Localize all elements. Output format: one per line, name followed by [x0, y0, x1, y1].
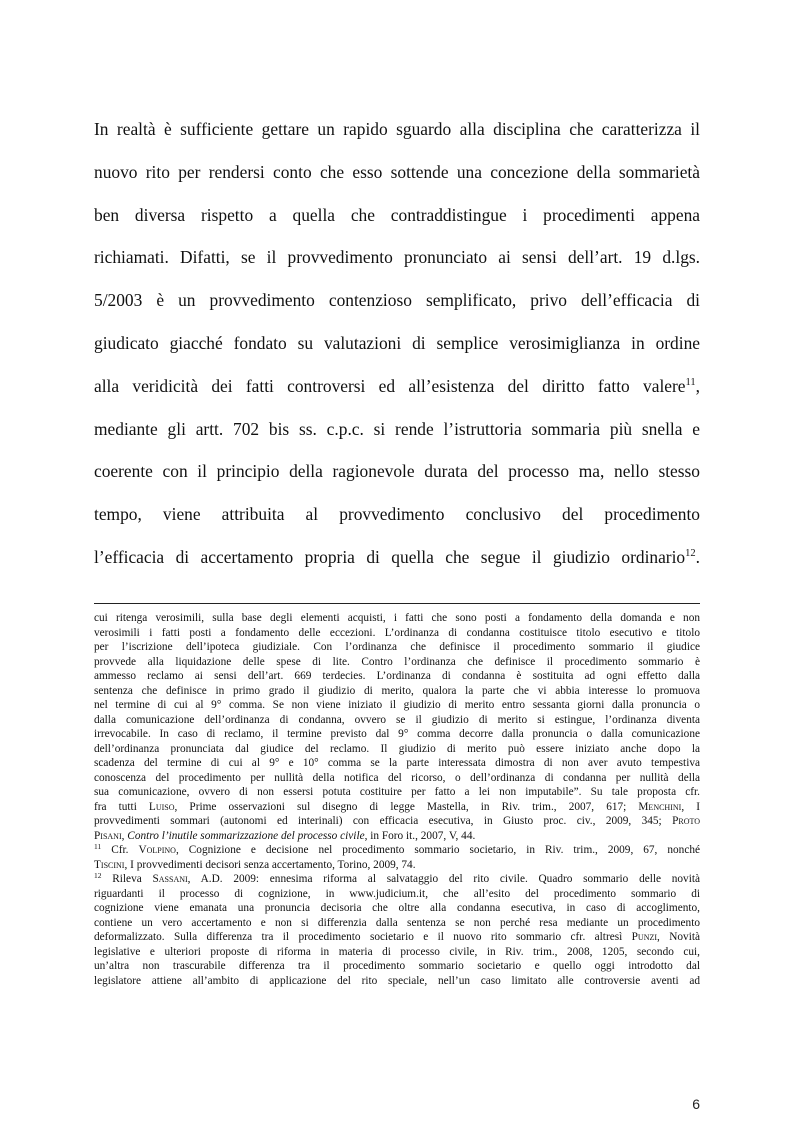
main-text [94, 108, 700, 579]
body-line: richiamati. Difatti, se il provvedimento pronunciato ai sensi dell’art. 19 d.lgs. [94, 247, 700, 268]
footnote-line: un’altra non trascurabile differenza tra il procedimento sommario societario e quello oggi introdotto dal [94, 960, 700, 972]
footnote-line: verosimili i fatti posti a fondamento delle eccezioni. L’ordinanza di condanna costituisce titolo esecutivo e titolo [94, 626, 700, 639]
body-line-text: alla veridicità dei fatti controversi ed all’esistenza del diritto fatto valere [94, 375, 686, 396]
footnote-line: sentenza che definisce in primo grado il giudizio di merito, qualora la parte che vi abbia interesse lo promuova [94, 684, 700, 697]
author-name: Tiscini [94, 858, 125, 871]
footnote-line: scadenza del termine di cui al 9° e 10° comma se la parte interessata dimostra di non aver avuto tempestiva [94, 757, 700, 769]
footnote-ref-11[interactable]: 11 [685, 376, 696, 388]
footnote-12 [94, 872, 700, 887]
body-line: ben diversa rispetto a quella che contraddistingue i procedimenti appena [94, 204, 700, 225]
author-name: Menchini [638, 800, 682, 813]
footnote-line: cognizione viene emanata una pronuncia decisoria che oltre alla condanna esecutiva, in caso di accoglimento, [94, 902, 700, 914]
footnote-text: , Prime osservazioni sul disegno di legge Mastella, in Riv. trim., 2007, 617; [174, 800, 639, 813]
footnote-text: , Cognizione e decisione nel procedimento sommario societario, in Riv. trim., 2009, 67, nonché [175, 844, 700, 856]
author-name: Proto [672, 815, 700, 827]
footnote-text: fra tutti [94, 800, 149, 813]
footnote-line: dell’ordinanza pronunciata dal giudice del reclamo. Il giudizio di merito può essere iniziato anche dopo la [94, 742, 700, 755]
footnote-text: Rileva [101, 873, 153, 885]
footnote-number-11: 11 [94, 842, 102, 851]
footnote-line: legislatore attiene all’ambito di applicazione del rito speciale, nell’un caso limitato alle controversie aventi ad [94, 974, 700, 987]
page-number: 6 [692, 1096, 700, 1112]
author-name: Pisani [94, 829, 122, 842]
footnote-ref-12[interactable]: 12 [685, 547, 696, 559]
author-name: Punzi [631, 931, 658, 943]
body-line: 5/2003 è un provvedimento contenzioso semplificato, privo dell’efficacia di [94, 290, 700, 311]
footnote-text: , Novità [657, 931, 700, 943]
footnote-text: , [121, 829, 128, 842]
body-line: coerente con il principio della ragionevole durata del processo ma, nello stesso [94, 461, 700, 482]
author-name: Volpino [138, 844, 176, 856]
footnote-line: nel termine di cui al 9° comma. Se non viene iniziato il giudizio di merito entro sessanta giorni dalla pronuncia o [94, 699, 700, 711]
body-line-text: l’efficacia di accertamento propria di quella che segue il giudizio ordinario [94, 546, 686, 567]
footnote-line [94, 829, 700, 844]
body-line: giudicato giacché fondato su valutazioni di semplice verosimiglianza in ordine [94, 332, 700, 353]
footnote-line: cui ritenga verosimili, sulla base degli elementi acquisti, i fatti che sono posti a fondamento della domanda e non [94, 612, 700, 624]
footnote-line: contiene un vero accertamento e non si differenzia dalla sentenza se non perché resa mediante un procedimento [94, 916, 700, 929]
body-punct: . [695, 546, 700, 567]
footnote-text: , I [681, 800, 701, 813]
footnote-text: provvedimenti sommari (autonomi ed interinali) con efficacia esecutiva, in Giusto proc. civ., 2009, 345; [94, 815, 673, 827]
footnote-line: sua comunicazione, ovvero di non essersi potuta costituire per fatto a lei non imputabile”. Su tale proposta cfr. [94, 786, 700, 798]
footnote-text: , I provvedimenti decisori senza accertamento, Torino, 2009, 74. [124, 858, 416, 871]
footnote-line: dalla comunicazione dell’ordinanza di condanna, ovvero se il giudizio di merito si estingue, l’ordinanza diventa [94, 713, 700, 726]
footnote-line: ammesso reclamo ai sensi dell’art. 669 terdecies. L’ordinanza di condanna è sostituita ad ogni effetto dalla [94, 670, 700, 682]
footnote-number-12: 12 [94, 871, 102, 880]
body-line: nuovo rito per rendersi conto che esso sottende una concezione della sommarietà [94, 161, 700, 182]
footnote-separator [94, 603, 700, 604]
footnote-line: provvede alla liquidazione delle spese di lite. Contro l’ordinanza che definisce il procedimento sommario è [94, 655, 700, 668]
body-line: tempo, viene attribuita al provvedimento conclusivo del procedimento [94, 504, 700, 525]
footnote-line [94, 858, 700, 873]
body-line: mediante gli artt. 702 bis ss. c.p.c. si rende l’istruttoria sommaria più snella e [94, 418, 700, 439]
footnote-line: legislative e ulteriori proposte di riforma in materia di processo civile, in Riv. trim., 2008, 1205, secondo cui, [94, 945, 700, 958]
author-name: Luiso [148, 800, 175, 813]
footnote-line: conoscenza del procedimento per nullità della notifica del ricorso, o dell’ordinanza di condanna per nullità della [94, 771, 700, 784]
footnote-text: Cfr. [101, 844, 139, 856]
footnote-line: per l’iscrizione dell’ipoteca giudiziale. Con l’ordinanza che definisce il procedimento sommario il giudice [94, 641, 700, 653]
footnote-text: , A.D. 2009: ennesima riforma al salvataggio del rito civile. Quadro sommario delle novità [187, 873, 700, 885]
footnote-line: riguardanti il processo di cognizione, in www.judicium.it, che all’esito del procedimento sommario di [94, 887, 700, 900]
footnotes [94, 611, 700, 988]
footnote-text: deformalizzato. Sulla differenza tra il procedimento societario e il nuovo rito sommario cfr. altresì [94, 931, 632, 943]
body-line: In realtà è sufficiente gettare un rapido sguardo alla disciplina che caratterizza il [94, 119, 700, 139]
footnote-line: irrevocabile. In caso di reclamo, il termine previsto dal 9° comma decorre dalla pronuncia o dalla comunicazione [94, 728, 700, 740]
footnote-11 [94, 843, 700, 858]
footnote-line [94, 800, 700, 815]
work-title: Contro l’inutile sommarizzazione del processo civile [127, 829, 365, 842]
body-punct: , [695, 375, 700, 396]
body-line [94, 536, 700, 579]
body-line [94, 365, 700, 408]
footnote-line [94, 930, 700, 945]
footnote-text: , in Foro it., 2007, V, 44. [364, 829, 476, 842]
footnote-line [94, 814, 700, 829]
author-name: Sassani [152, 873, 188, 885]
